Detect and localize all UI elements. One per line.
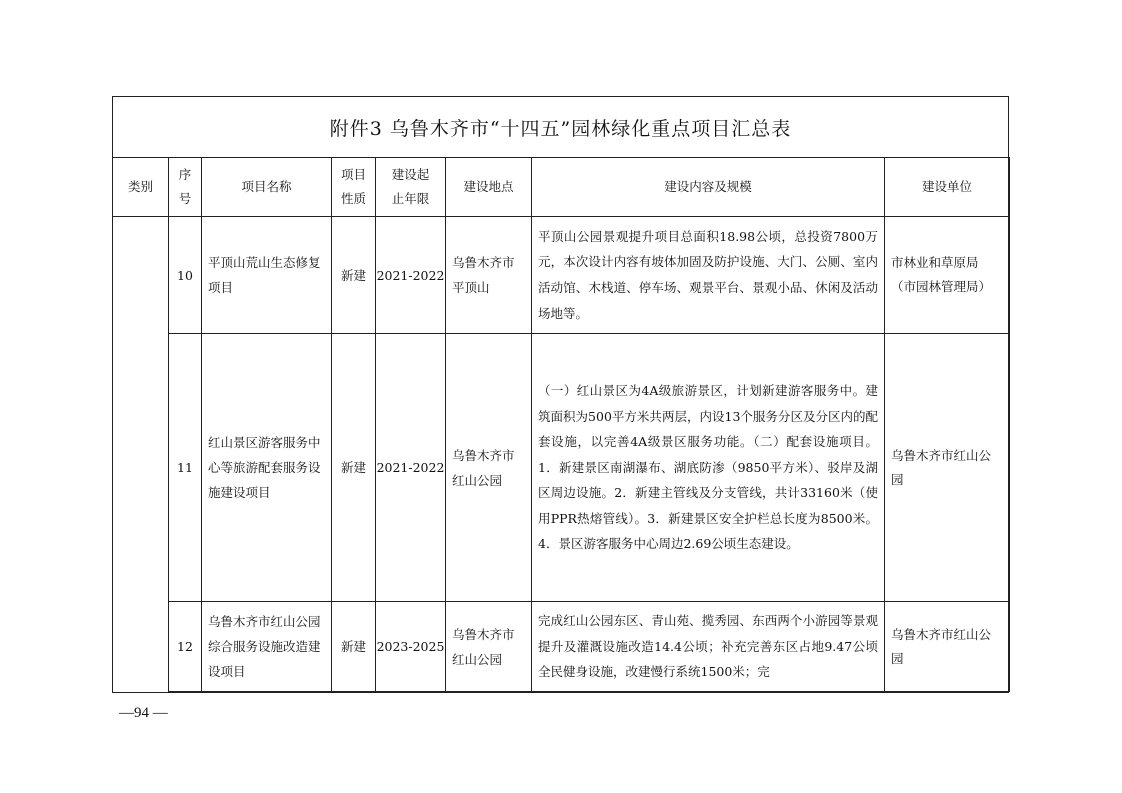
row-unit: 乌鲁木齐市红山公园 bbox=[885, 334, 1010, 602]
row-name: 乌鲁木齐市红山公园综合服务设施改造建设项目 bbox=[202, 602, 332, 692]
category-cell bbox=[113, 217, 169, 692]
page-number: —94 — bbox=[119, 705, 168, 721]
header-unit: 建设单位 bbox=[885, 158, 1010, 217]
projects-table bbox=[112, 157, 1010, 692]
header-category: 类别 bbox=[113, 158, 169, 217]
row-content: 平顶山公园景观提升项目总面积18.98公顷，总投资7800万元，本次设计内容有坡体加固及防护设施、大门、公厕、室内活动馆、木栈道、停车场、观景平台、景观小品、休闲及活动场地等。 bbox=[532, 217, 885, 334]
row-period: 2023-2025 bbox=[376, 602, 446, 692]
header-name: 项目名称 bbox=[202, 158, 332, 217]
row-nature: 新建 bbox=[332, 602, 376, 692]
header-period: 建设起止年限 bbox=[376, 158, 446, 217]
row-period: 2021-2022 bbox=[376, 217, 446, 334]
row-unit: 市林业和草原局（市园林管理局） bbox=[885, 217, 1010, 334]
table-row bbox=[113, 334, 1010, 602]
header-content: 建设内容及规模 bbox=[532, 158, 885, 217]
row-name: 红山景区游客服务中心等旅游配套服务设施建设项目 bbox=[202, 334, 332, 602]
row-location: 乌鲁木齐市红山公园 bbox=[446, 602, 532, 692]
table-row bbox=[113, 602, 1010, 692]
row-nature: 新建 bbox=[332, 217, 376, 334]
summary-table-sheet bbox=[112, 96, 1009, 693]
row-content: （一）红山景区为4A级旅游景区，计划新建游客服务中。建筑面积为500平方米共两层，内设13个服务分区及分区内的配套设施，以完善4A级景区服务功能。（二）配套设施项目。1．新建景区南湖瀑布、湖底防渗（9850平方米）、驳岸及湖区周边设施。2．新建主管线及分支管线，共计33160米（使用PPR热熔管线）。3．新建景区安全护栏总长度为8500米。4．景区游客服务中心周边2.69公顷生态建设。 bbox=[532, 334, 885, 602]
row-content: 完成红山公园东区、青山苑、揽秀园、东西两个小游园等景观提升及灌溉设施改造14.4公顷；补充完善东区占地9.47公顷全民健身设施，改建慢行系统1500米；完 bbox=[532, 602, 885, 692]
row-seq: 10 bbox=[169, 217, 202, 334]
header-nature: 项目性质 bbox=[332, 158, 376, 217]
header-seq: 序号 bbox=[169, 158, 202, 217]
row-period: 2021-2022 bbox=[376, 334, 446, 602]
row-unit: 乌鲁木齐市红山公园 bbox=[885, 602, 1010, 692]
row-seq: 11 bbox=[169, 334, 202, 602]
table-title: 附件3 乌鲁木齐市“十四五”园林绿化重点项目汇总表 bbox=[113, 97, 1008, 158]
row-nature: 新建 bbox=[332, 334, 376, 602]
header-row bbox=[113, 158, 1010, 217]
row-name: 平顶山荒山生态修复项目 bbox=[202, 217, 332, 334]
table-row bbox=[113, 217, 1010, 334]
row-seq: 12 bbox=[169, 602, 202, 692]
row-location: 乌鲁木齐市红山公园 bbox=[446, 334, 532, 602]
row-location: 乌鲁木齐市平顶山 bbox=[446, 217, 532, 334]
header-location: 建设地点 bbox=[446, 158, 532, 217]
